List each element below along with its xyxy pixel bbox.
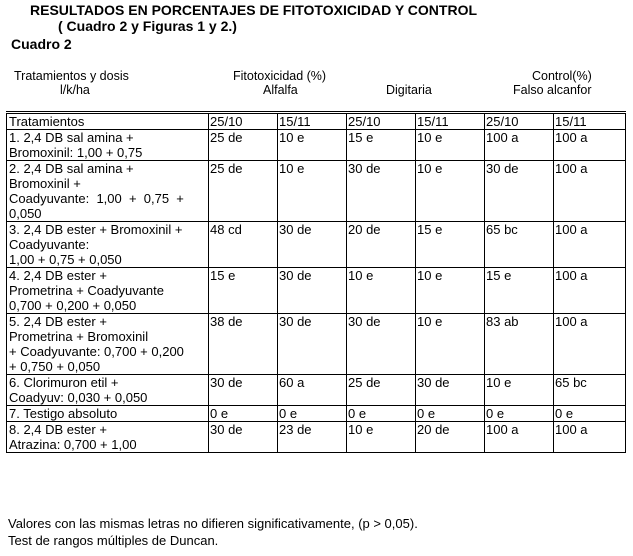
value-cell: 25 de [347,375,416,406]
value-cell: 20 de [416,422,485,453]
value-cell: 65 bc [485,222,554,268]
treatment-line: Coadyuvante: [9,237,90,252]
value-cell: 30 de [416,375,485,406]
value-cell: 15 e [485,268,554,314]
value-cell: 0 e [485,406,554,422]
table-row [7,222,626,268]
column-header-date: 15/11 [554,114,626,130]
treatment-cell [7,130,209,161]
value-cell: 30 de [347,161,416,222]
treatment-line: 5. 2,4 DB ester + [9,314,107,329]
treatment-line: Coadyuvante: 1,00 + 0,75 + [9,191,184,206]
value-cell: 0 e [554,406,626,422]
header-control: Control(%) [532,69,592,83]
table-row [7,268,626,314]
value-cell: 60 a [278,375,347,406]
treatment-cell [7,161,209,222]
value-cell: 48 cd [209,222,278,268]
value-cell: 15 e [209,268,278,314]
value-cell: 20 de [347,222,416,268]
value-cell: 65 bc [554,375,626,406]
header-digitaria: Digitaria [386,83,432,97]
treatment-line: 0,700 + 0,200 + 0,050 [9,298,137,313]
table-row [7,375,626,406]
value-cell: 30 de [347,314,416,375]
document-title: RESULTADOS EN PORCENTAJES DE FITOTOXICIDAD Y CONTROL [30,2,478,18]
table-row [7,130,626,161]
value-cell: 100 a [554,130,626,161]
value-cell: 30 de [209,375,278,406]
header-treatments: Tratamientos y dosis [14,69,129,83]
value-cell: 30 de [209,422,278,453]
value-cell: 25 de [209,130,278,161]
value-cell: 15 e [347,130,416,161]
treatment-line: 3. 2,4 DB ester + Bromoxinil + [9,222,183,237]
column-header-date: 15/11 [416,114,485,130]
treatment-line: Atrazina: 0,700 + 1,00 [9,437,137,452]
value-cell: 100 a [554,268,626,314]
results-table [6,113,626,453]
value-cell: 10 e [416,268,485,314]
value-cell: 23 de [278,422,347,453]
column-header-date: 15/11 [278,114,347,130]
value-cell: 15 e [416,222,485,268]
footnote-significance: Valores con las mismas letras no difieren significativamente, (p > 0,05). [8,516,418,531]
header-rule [6,111,626,112]
value-cell: 0 e [209,406,278,422]
table-row [7,314,626,375]
value-cell: 100 a [554,222,626,268]
treatment-line: 1,00 + 0,75 + 0,050 [9,252,122,267]
value-cell: 30 de [278,314,347,375]
value-cell: 30 de [278,268,347,314]
treatment-cell [7,314,209,375]
value-cell: 30 de [278,222,347,268]
table-row [7,422,626,453]
value-cell: 10 e [347,268,416,314]
value-cell: 10 e [278,130,347,161]
table-header-row [7,114,626,130]
column-header-date: 25/10 [485,114,554,130]
treatment-line: 2. 2,4 DB sal amina + [9,161,134,176]
treatment-line: 4. 2,4 DB ester + [9,268,107,283]
treatment-cell [7,422,209,453]
treatment-line: Bromoxinil: 1,00 + 0,75 [9,145,143,160]
treatment-line: Coadyuv: 0,030 + 0,050 [9,390,148,405]
column-header-date: 25/10 [347,114,416,130]
value-cell: 38 de [209,314,278,375]
treatment-line: + 0,750 + 0,050 [9,359,101,374]
value-cell: 10 e [416,130,485,161]
header-falso-alcanfor: Falso alcanfor [513,83,592,97]
table-label: Cuadro 2 [11,36,72,52]
value-cell: 10 e [347,422,416,453]
value-cell: 0 e [278,406,347,422]
value-cell: 25 de [209,161,278,222]
table-row [7,161,626,222]
header-alfalfa: Alfalfa [263,83,298,97]
value-cell: 0 e [347,406,416,422]
value-cell: 0 e [416,406,485,422]
value-cell: 10 e [416,314,485,375]
column-header-treatments: Tratamientos [7,114,209,130]
treatment-cell [7,222,209,268]
treatment-line: Bromoxinil + [9,176,81,191]
treatment-line: 0,050 [9,206,42,221]
treatment-cell [7,375,209,406]
value-cell: 10 e [278,161,347,222]
treatment-line: 1. 2,4 DB sal amina + [9,130,134,145]
value-cell: 100 a [485,130,554,161]
value-cell: 30 de [485,161,554,222]
treatment-cell [7,268,209,314]
treatment-line: 7. Testigo absoluto [9,406,118,421]
table-row [7,406,626,422]
treatment-line: 6. Clorimuron etil + [9,375,119,390]
treatment-line: + Coadyuvante: 0,700 + 0,200 [9,344,184,359]
value-cell: 100 a [485,422,554,453]
treatment-line: 8. 2,4 DB ester + [9,422,107,437]
value-cell: 10 e [485,375,554,406]
document-subtitle: ( Cuadro 2 y Figuras 1 y 2.) [58,18,237,34]
header-dose-units: l/k/ha [60,83,90,97]
footnote-duncan: Test de rangos múltiples de Duncan. [8,533,219,548]
header-phytotoxicity: Fitotoxicidad (%) [233,69,327,83]
value-cell: 100 a [554,314,626,375]
treatment-line: Prometrina + Coadyuvante [9,283,165,298]
value-cell: 10 e [416,161,485,222]
results-table-body [7,114,626,453]
column-header-date: 25/10 [209,114,278,130]
treatment-line: Prometrina + Bromoxinil [9,329,149,344]
treatment-cell [7,406,209,422]
value-cell: 83 ab [485,314,554,375]
value-cell: 100 a [554,161,626,222]
value-cell: 100 a [554,422,626,453]
